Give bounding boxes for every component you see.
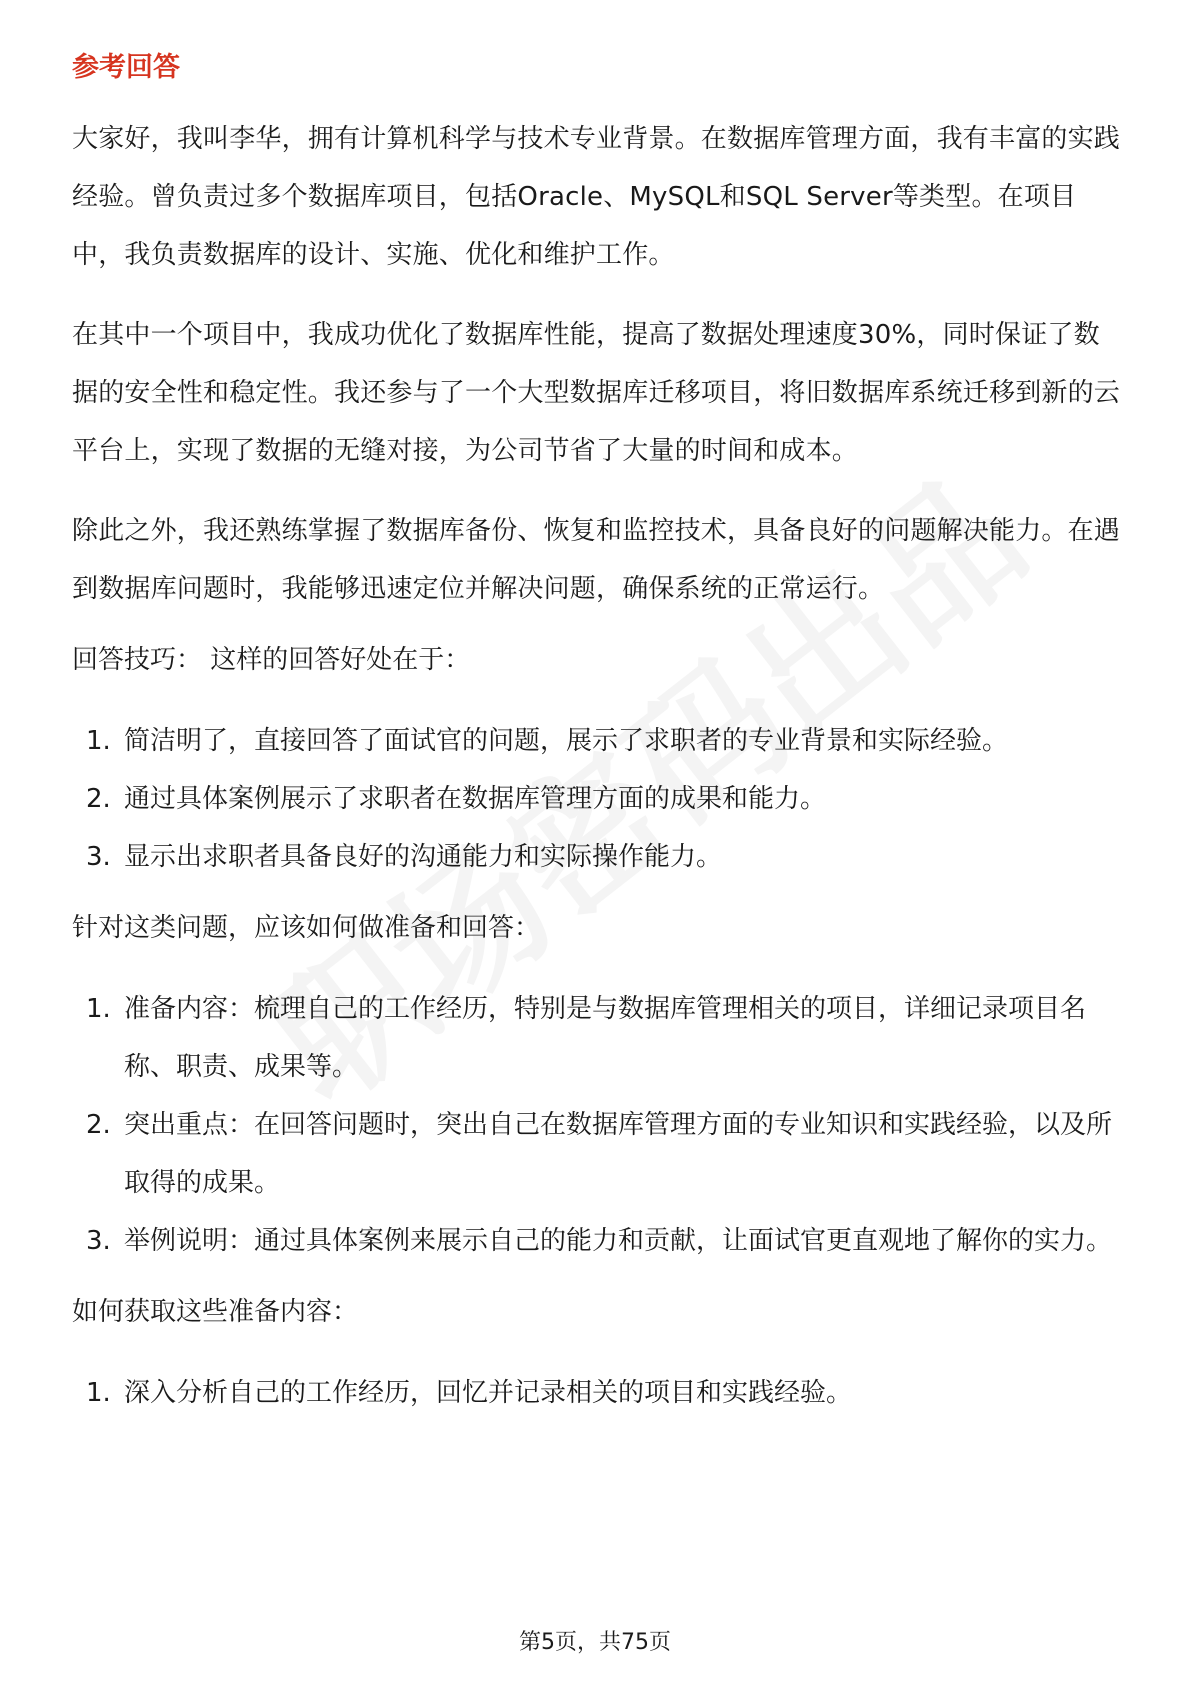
obtain-label: 如何获取这些准备内容：: [72, 1297, 359, 1327]
page-number: 第5页，共75页: [519, 1630, 671, 1655]
list-item: [72, 1364, 1122, 1422]
list-number: 3.: [86, 1226, 111, 1256]
tips-list: [72, 712, 1122, 886]
answer-paragraph-1: 大家好，我叫李华，拥有计算机科学与技术专业背景。在数据库管理方面，我有丰富的实践经验。曾负责过多个数据库项目，包括Oracle、MySQL和SQL Server等类型。在项目中，我负责数据库的设计、实施、优化和维护工作。: [72, 124, 1121, 270]
answer-paragraph-3: 除此之外，我还熟练掌握了数据库备份、恢复和监控技术，具备良好的问题解决能力。在遇到数据库问题时，我能够迅速定位并解决问题，确保系统的正常运行。: [72, 516, 1121, 604]
list-number: 1.: [86, 1378, 111, 1408]
list-item: [72, 980, 1122, 1096]
answer-paragraph-2: 在其中一个项目中，我成功优化了数据库性能，提高了数据处理速度30%，同时保证了数据的安全性和稳定性。我还参与了一个大型数据库迁移项目，将旧数据库系统迁移到新的云平台上，实现了数据的无缝对接，为公司节省了大量的时间和成本。: [72, 320, 1121, 466]
list-number: 2.: [86, 784, 111, 814]
list-item: [72, 1212, 1122, 1270]
document-content: [72, 48, 1122, 1444]
prep-list: [72, 980, 1122, 1270]
list-number: 2.: [86, 1110, 111, 1140]
obtain-list: [72, 1364, 1122, 1422]
list-number: 1.: [86, 994, 111, 1024]
list-number: 3.: [86, 842, 111, 872]
list-number: 1.: [86, 726, 111, 756]
list-text: 举例说明：通过具体案例来展示自己的能力和贡献，让面试官更直观地了解你的实力。: [124, 1226, 1113, 1256]
list-text: 突出重点：在回答问题时，突出自己在数据库管理方面的专业知识和实践经验，以及所取得的成果。: [124, 1110, 1113, 1198]
list-item: [72, 770, 1122, 828]
list-text: 通过具体案例展示了求职者在数据库管理方面的成果和能力。: [124, 784, 827, 814]
list-text: 深入分析自己的工作经历，回忆并记录相关的项目和实践经验。: [124, 1378, 853, 1408]
list-text: 显示出求职者具备良好的沟通能力和实际操作能力。: [124, 842, 723, 872]
list-text: 简洁明了，直接回答了面试官的问题，展示了求职者的专业背景和实际经验。: [124, 726, 1009, 756]
list-item: [72, 712, 1122, 770]
prep-label: 针对这类问题，应该如何做准备和回答：: [72, 913, 541, 943]
section-heading: 参考回答: [72, 52, 180, 83]
list-item: [72, 828, 1122, 886]
list-text: 准备内容：梳理自己的工作经历，特别是与数据库管理相关的项目，详细记录项目名称、职责、成果等。: [124, 994, 1087, 1082]
tips-label: 回答技巧： 这样的回答好处在于：: [72, 645, 471, 675]
list-item: [72, 1096, 1122, 1212]
